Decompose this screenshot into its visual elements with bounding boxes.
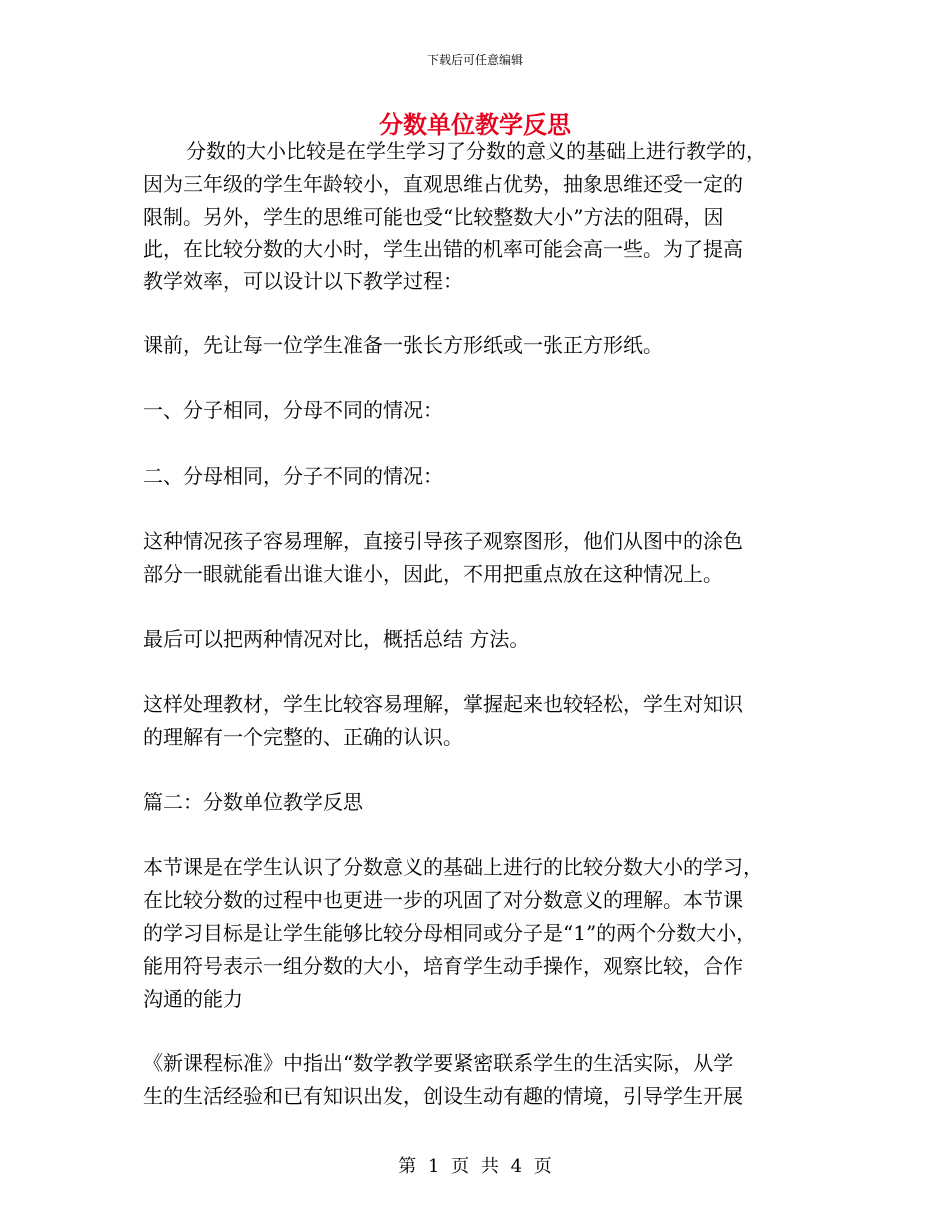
paragraph-9-line-1: 本节课是在学生认识了分数意义的基础上进行的比较分数大小的学习，: [143, 855, 763, 879]
paragraph-7-line-1: 这样处理教材，学生比较容易理解，掌握起来也较轻松，学生对知识: [143, 692, 743, 716]
paragraph-9-line-3: 的学习目标是让学生能够比较分母相同或分子是“1”的两个分数大小，: [143, 921, 757, 945]
paragraph-1-line-2: 因为三年级的学生年龄较小，直观思维占优势，抽象思维还受一定的: [143, 172, 743, 196]
paragraph-1-line-1: 分数的大小比较是在学生学习了分数的意义的基础上进行教学的，: [186, 139, 766, 163]
paragraph-1-line-4: 此，在比较分数的大小时，学生出错的机率可能会高一些。为了提高: [143, 237, 743, 261]
paragraph-6-line-1: 最后可以把两种情况对比，概括总结 方法。: [143, 627, 530, 651]
page-header: 下载后可任意编辑: [426, 53, 523, 67]
paragraph-2-line-1: 课前，先让每一位学生准备一张长方形纸或一张正方形纸。: [143, 333, 663, 357]
paragraph-3-line-1: 一、分子相同，分母不同的情况：: [143, 398, 443, 422]
paragraph-10-line-1: 《新课程标准》中指出“数学教学要紧密联系学生的生活实际，从学: [143, 1051, 734, 1075]
paragraph-9-line-5: 沟通的能力: [143, 987, 243, 1011]
section-heading: 篇二：分数单位教学反思: [143, 790, 363, 814]
paragraph-1-line-3: 限制。另外，学生的思维可能也受“比较整数大小”方法的阻碍，因: [143, 205, 724, 229]
paragraph-9-line-4: 能用符号表示一组分数的大小，培育学生动手操作，观察比较，合作: [143, 954, 743, 978]
paragraph-9-line-2: 在比较分数的过程中也更进一步的巩固了对分数意义的理解。本节课: [143, 888, 743, 912]
paragraph-5-line-1: 这种情况孩子容易理解，直接引导孩子观察图形，他们从图中的涂色: [143, 529, 743, 553]
document-title: 分数单位教学反思: [379, 110, 571, 139]
paragraph-10-line-2: 生的生活经验和已有知识出发，创设生动有趣的情境，引导学生开展: [143, 1084, 743, 1108]
paragraph-4-line-1: 二、分母相同，分子不同的情况：: [143, 464, 443, 488]
page-footer: 第 1 页 共 4 页: [398, 1156, 552, 1177]
paragraph-7-line-2: 的理解有一个完整的、正确的认识。: [143, 725, 463, 749]
paragraph-1-line-5: 教学效率，可以设计以下教学过程：: [143, 269, 463, 293]
paragraph-5-line-2: 部分一眼就能看出谁大谁小，因此，不用把重点放在这种情况上。: [143, 562, 723, 586]
